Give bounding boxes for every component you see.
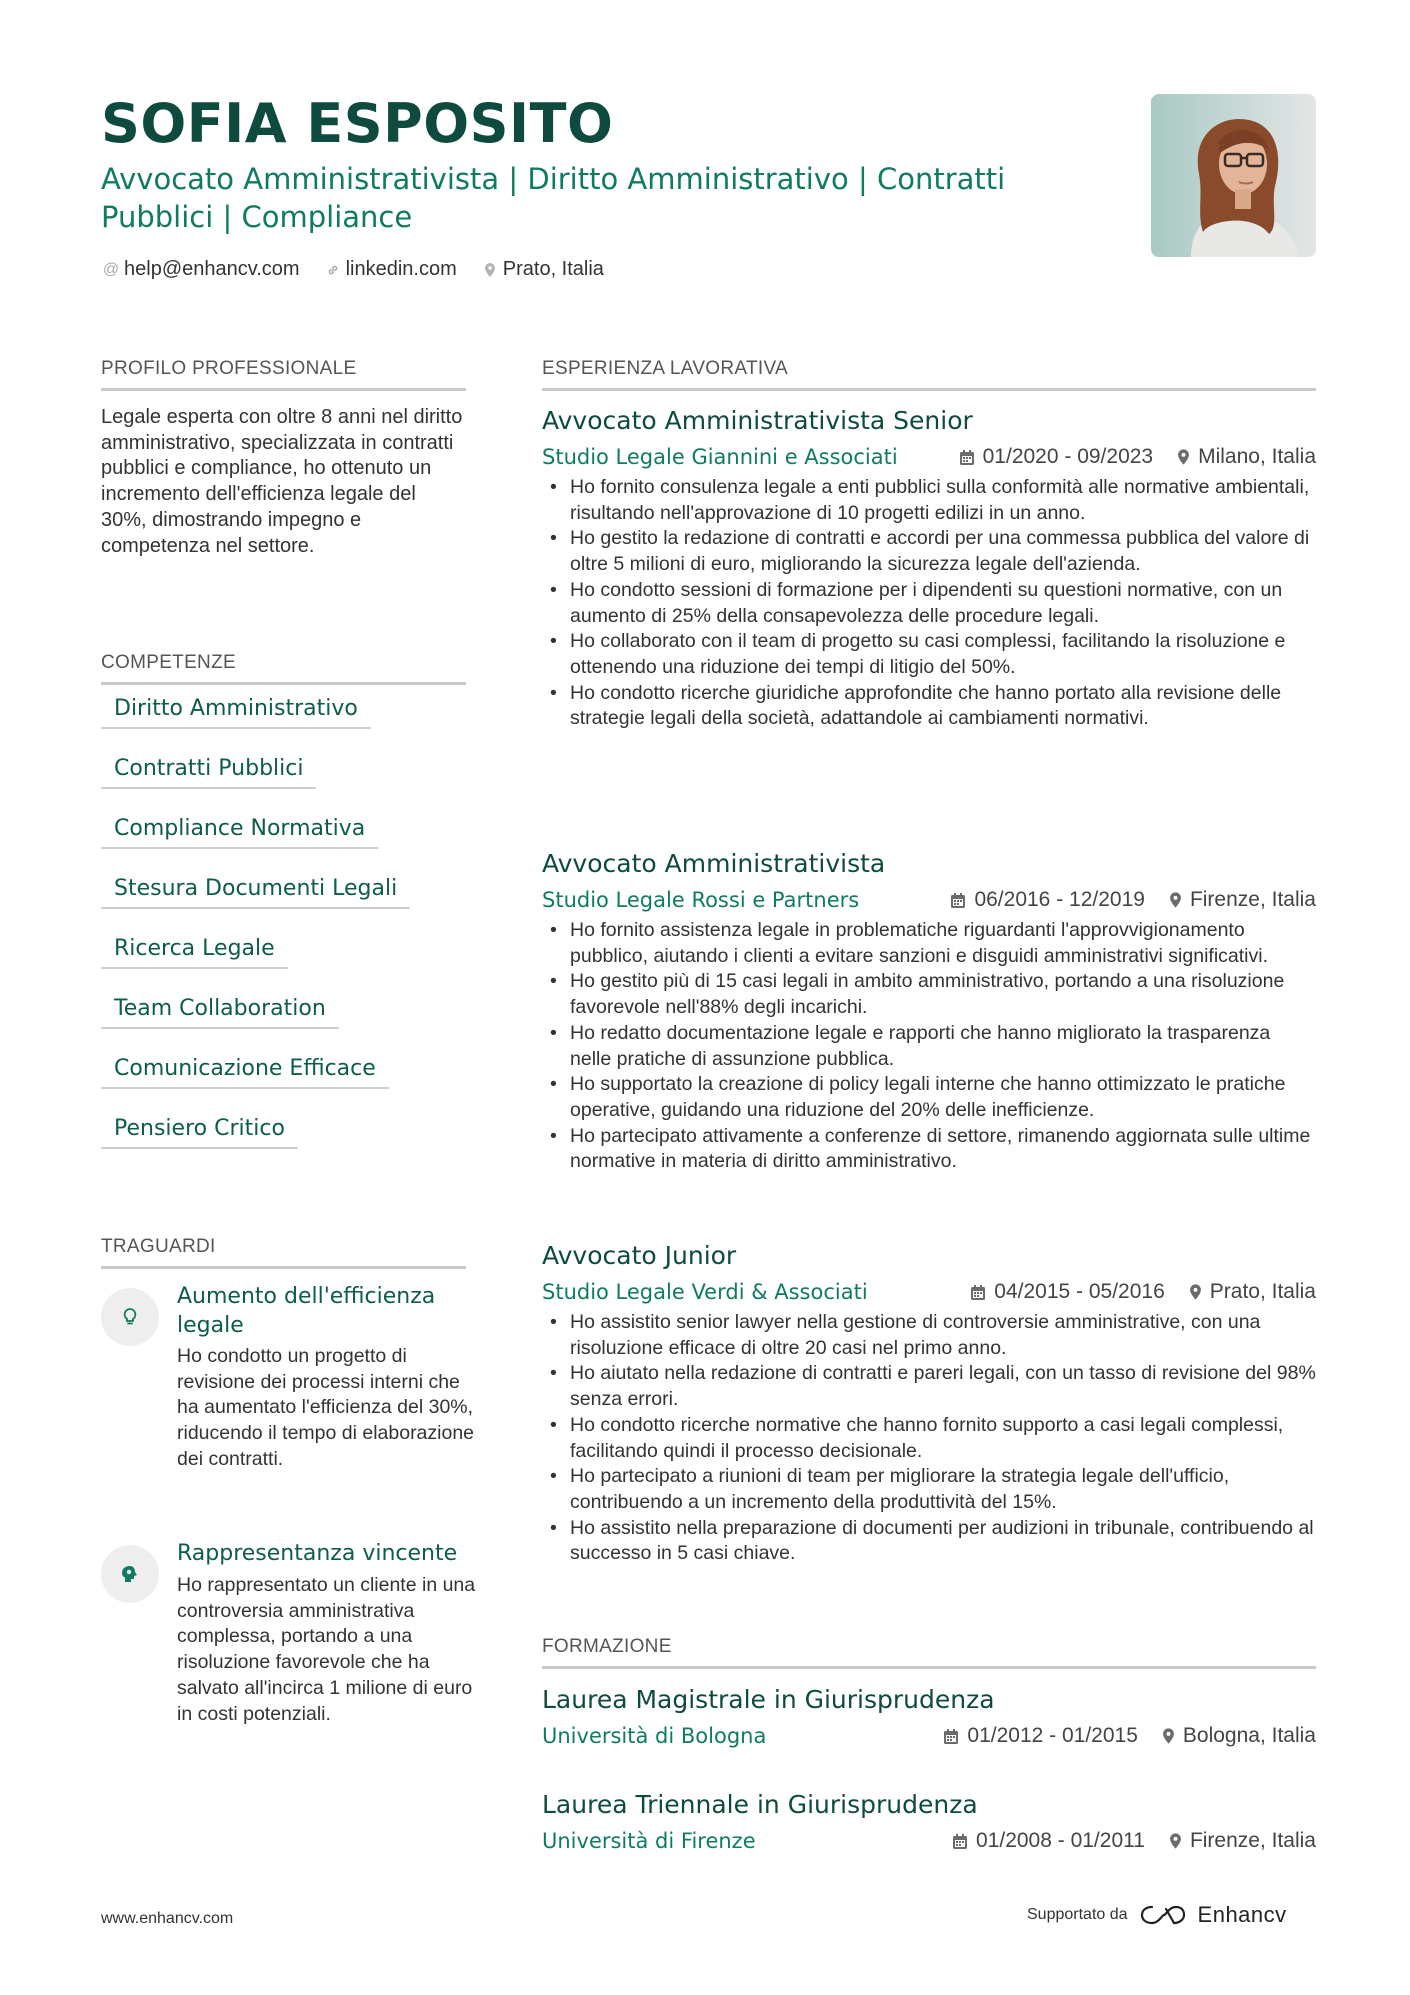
location-text: Milano, Italia	[1198, 445, 1316, 468]
job-dates	[970, 1280, 1164, 1304]
bullet-item: • Ho aiutato nella redazione di contratti e pareri legali, con un tasso di revisione del 98% senza errori.	[542, 1361, 1316, 1412]
job-title: Avvocato Junior	[542, 1241, 737, 1270]
dates-text: 01/2020 - 09/2023	[982, 445, 1154, 468]
candidate-name: SOFIA ESPOSITO	[101, 92, 614, 155]
education-location	[1162, 1724, 1316, 1748]
location-pin-icon	[1177, 448, 1190, 466]
footer-branding	[1027, 1902, 1287, 1928]
bullet-item: • Ho collaborato con il team di progetto su casi complessi, facilitando la risoluzione e ottenendo una riduzione dei tempi di litigio del 50%.	[542, 629, 1316, 680]
bullet-item: • Ho condotto ricerche giuridiche approfondite che hanno portato alla revisione delle strategie legali della società, adattandole ai cambiamenti normativi.	[542, 681, 1316, 732]
job-dates	[959, 445, 1153, 469]
bullet-item: • Ho partecipato attivamente a conferenze di settore, rimanendo aggiornata sulle ultime normative in materia di diritto amministrativo.	[542, 1124, 1316, 1175]
calendar-icon	[943, 1728, 959, 1745]
job-title: Avvocato Amministrativista	[542, 849, 886, 878]
achievement-description: Ho condotto un progetto di revisione dei processi interni che ha aumentato l'efficienza del 30%, riducendo il tempo di elaborazione dei contratti.	[177, 1345, 475, 1470]
contact-email[interactable]	[104, 258, 300, 281]
achievement-description: Ho rappresentato un cliente in una controversia amministrativa complessa, portando a una risoluzione favorevole che ha salvato all'incirca 1 milione di euro in costi potenziali.	[177, 1574, 476, 1725]
location-pin-icon	[1162, 1727, 1175, 1745]
education-location	[1169, 1829, 1316, 1853]
email-text: help@enhancv.com	[124, 258, 300, 280]
achievement-title: Aumento dell'efficienza legale	[177, 1284, 436, 1338]
education-entry	[542, 1786, 1316, 1859]
degree-title: Laurea Magistrale in Giurisprudenza	[542, 1685, 995, 1714]
job-location	[1177, 445, 1316, 469]
job-entry	[542, 1237, 1316, 1567]
job-entry	[542, 845, 1316, 1175]
job-bullets	[542, 1310, 1316, 1567]
location-text: Firenze, Italia	[1189, 1829, 1316, 1852]
location-text: Firenze, Italia	[1189, 888, 1316, 911]
calendar-icon	[959, 449, 975, 466]
bullet-item: • Ho gestito la redazione di contratti e accordi per una commessa pubblica del valore di oltre 5 milioni di euro, migliorando la sicurezza legale dell'azienda.	[542, 526, 1316, 577]
degree-title: Laurea Triennale in Giurisprudenza	[542, 1790, 978, 1819]
bullet-item: • Ho assistito senior lawyer nella gestione di controversie amministrative, con una risoluzione efficace di oltre 20 casi nel primo anno.	[542, 1310, 1316, 1361]
enhancv-logo-icon	[1140, 1903, 1186, 1927]
bullet-item: • Ho assistito nella preparazione di documenti per audizioni in tribunale, contribuendo al successo in 5 casi chiave.	[542, 1516, 1316, 1567]
skill-tag: Stesura Documenti Legali	[101, 876, 410, 909]
education-dates	[943, 1724, 1137, 1748]
brain-icon	[101, 1545, 159, 1603]
education-meta	[542, 1823, 1316, 1859]
job-location	[1189, 1280, 1316, 1304]
contact-bar	[104, 258, 604, 281]
contact-linkedin[interactable]	[326, 258, 457, 281]
dates-text: 01/2012 - 01/2015	[967, 1724, 1138, 1747]
footer-website[interactable]: www.enhancv.com	[101, 1910, 234, 1927]
job-entry	[542, 402, 1316, 732]
location-pin-icon	[1169, 891, 1182, 909]
skill-tag: Contratti Pubblici	[101, 756, 316, 789]
bullet-item: • Ho partecipato a riunioni di team per migliorare la strategia legale dell'ufficio, contribuendo a un incremento della produttività del 15%.	[542, 1464, 1316, 1515]
location-pin-icon	[483, 262, 497, 278]
company-name: Studio Legale Rossi e Partners	[542, 888, 860, 912]
link-icon	[326, 263, 340, 277]
candidate-headline: Avvocato Amministrativista | Diritto Amministrativo | Contratti Pubblici | Compliance	[101, 162, 1006, 234]
school-name: Università di Firenze	[542, 1829, 756, 1853]
bullet-item: • Ho condotto sessioni di formazione per i dipendenti su questioni normative, con un aumento di 25% della consapevolezza delle procedure legali.	[542, 578, 1316, 629]
job-meta	[542, 882, 1316, 918]
profile-photo	[1151, 94, 1316, 257]
company-name: Studio Legale Verdi & Associati	[542, 1280, 868, 1304]
contact-location	[483, 258, 604, 281]
profile-section-title: PROFILO PROFESSIONALE	[101, 358, 466, 391]
job-meta	[542, 439, 1316, 475]
dates-text: 06/2016 - 12/2019	[974, 888, 1145, 911]
at-icon: @	[102, 260, 120, 278]
bullet-item: • Ho fornito assistenza legale in problematiche riguardanti l'approvvigionamento pubblico, aiutando i clienti a evitare sanzioni e disguidi amministrativi significativi.	[542, 918, 1316, 969]
lightbulb-icon	[101, 1288, 159, 1346]
achievement-title: Rappresentanza vincente	[177, 1541, 458, 1566]
skill-tag: Diritto Amministrativo	[101, 696, 371, 729]
skills-section-title: COMPETENZE	[101, 652, 466, 685]
bullet-item: • Ho condotto ricerche normative che hanno fornito supporto a casi legali complessi, facilitando quindi il processo decisionale.	[542, 1413, 1316, 1464]
bullet-item: • Ho supportato la creazione di policy legali interne che hanno ottimizzato le pratiche operative, guidando una riduzione del 20% delle inefficienze.	[542, 1072, 1316, 1123]
job-bullets	[542, 918, 1316, 1175]
skill-tag: Team Collaboration	[101, 996, 339, 1029]
education-dates	[952, 1829, 1145, 1853]
calendar-icon	[950, 892, 966, 909]
education-entry	[542, 1681, 1316, 1754]
dates-text: 01/2008 - 01/2011	[976, 1829, 1145, 1852]
location-pin-icon	[1189, 1283, 1202, 1301]
skill-tag: Ricerca Legale	[101, 936, 288, 969]
enhancv-brand-text: Enhancv	[1197, 1902, 1287, 1927]
company-name: Studio Legale Giannini e Associati	[542, 445, 898, 469]
experience-section-title: ESPERIENZA LAVORATIVA	[542, 358, 1316, 391]
job-bullets	[542, 475, 1316, 732]
job-location	[1169, 888, 1316, 912]
education-section-title: FORMAZIONE	[542, 1636, 1316, 1669]
bullet-item: • Ho gestito più di 15 casi legali in ambito amministrativo, portando a una risoluzione favorevole nell'88% degli incarichi.	[542, 969, 1316, 1020]
skill-tag: Compliance Normativa	[101, 816, 378, 849]
skill-tag: Pensiero Critico	[101, 1116, 298, 1149]
calendar-icon	[970, 1284, 986, 1301]
powered-by-text: Supportato da	[1027, 1906, 1128, 1923]
job-meta	[542, 1274, 1316, 1310]
calendar-icon	[952, 1833, 968, 1850]
linkedin-text: linkedin.com	[345, 258, 457, 280]
school-name: Università di Bologna	[542, 1724, 767, 1748]
job-dates	[950, 888, 1144, 912]
location-text: Bologna, Italia	[1182, 1724, 1316, 1747]
location-text: Prato, Italia	[502, 258, 604, 280]
job-title: Avvocato Amministrativista Senior	[542, 406, 973, 435]
skill-tag: Comunicazione Efficace	[101, 1056, 389, 1089]
location-pin-icon	[1169, 1832, 1182, 1850]
achievements-section-title: TRAGUARDI	[101, 1236, 466, 1269]
profile-summary: Legale esperta con oltre 8 anni nel diritto amministrativo, specializzata in contratti pubblici e compliance, ho ottenuto un incremento dell'efficienza legale del 30%, dimostrando impegno e competenza nel settore.	[101, 406, 463, 557]
bullet-item: • Ho fornito consulenza legale a enti pubblici sulla conformità alle normative ambientali, risultando nell'approvazione di 10 progetti edilizi in un anno.	[542, 475, 1316, 526]
bullet-item: • Ho redatto documentazione legale e rapporti che hanno migliorato la trasparenza nelle pratiche di assunzione pubblica.	[542, 1021, 1316, 1072]
education-meta	[542, 1718, 1316, 1754]
dates-text: 04/2015 - 05/2016	[994, 1280, 1165, 1303]
location-text: Prato, Italia	[1209, 1280, 1316, 1303]
skills-list	[101, 696, 410, 1176]
